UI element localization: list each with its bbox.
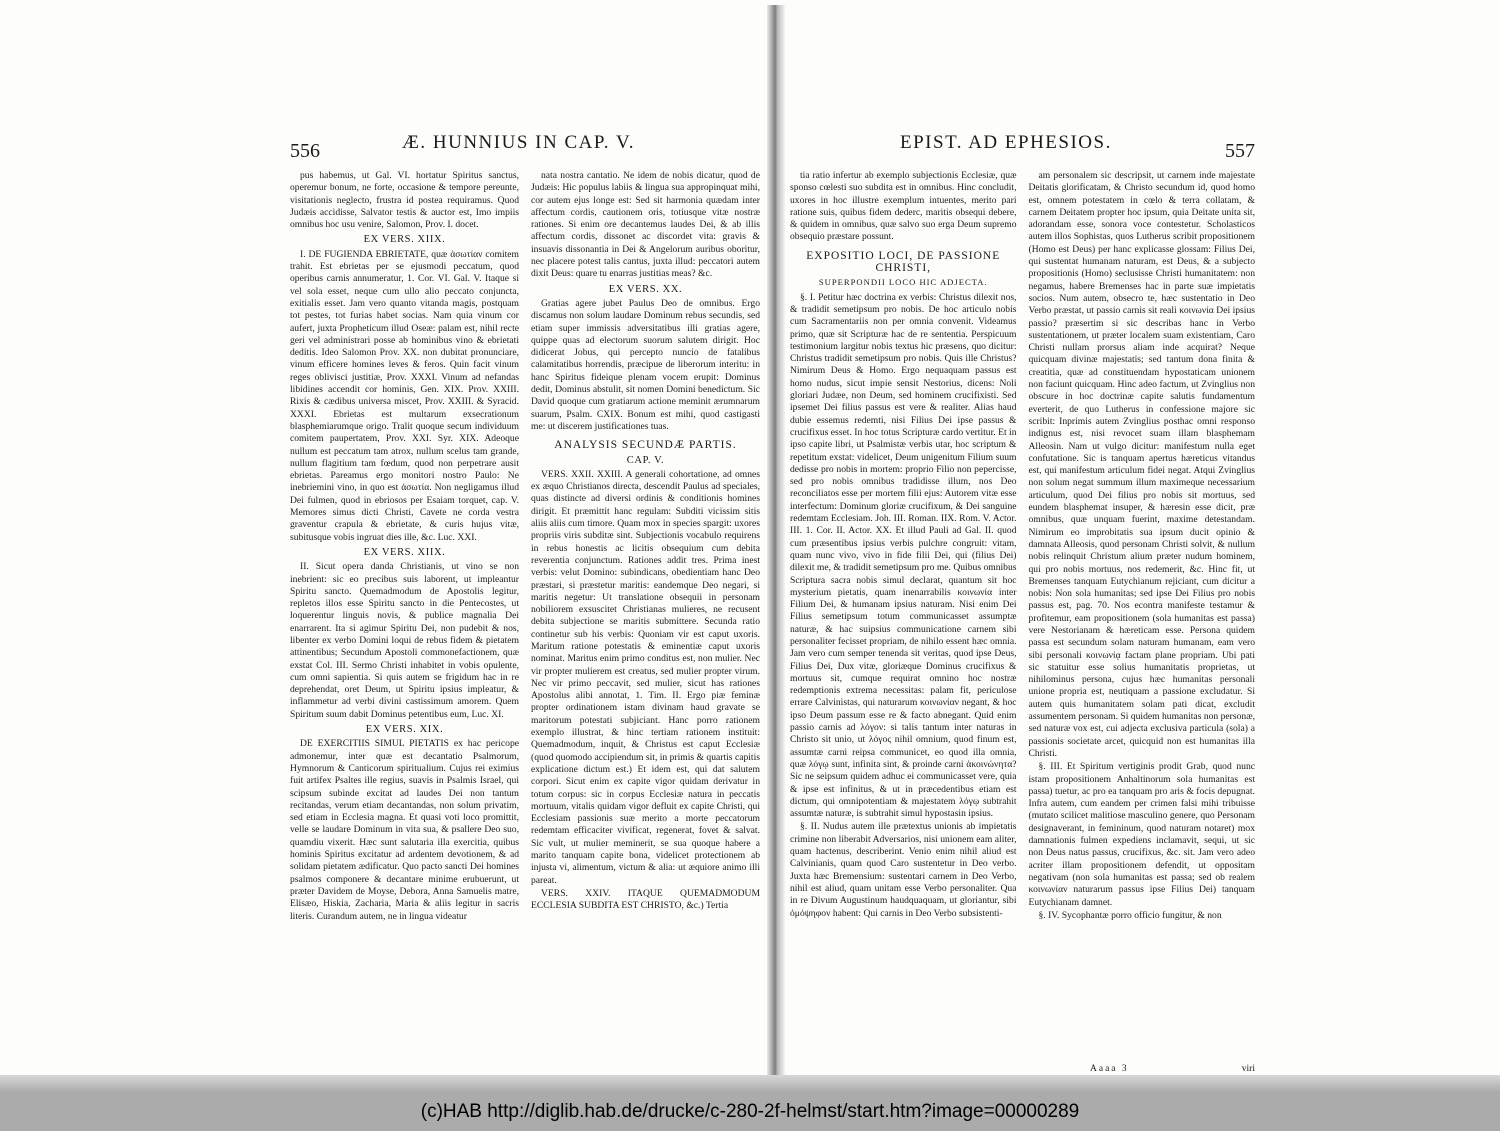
paragraph: §. III. Et Spiritum vertiginis prodit Grab, quod nunc istam propositionem Anhaltinorum sola humanitas est passa) tuetur, ac pro ea tanquam pro aris & focis depugnat. Infra autem, cum eandem per crimen falsi mihi tribuisse (mutato scilicet malitiose masculino genere, quo Personam designaverant, in femininum, quod naturam notaret) mox damnationis fulmen expediens inclamavit, sequi, ut sic non Deus natus passus, crucifixus, &c. sit. Jam vero adeo acriter illam propositionem defendit, ut oppositam negativam (non sola humanitas est passa; sed ob realem κοινωνίαν naturarum passus ipse Filius Dei) tanquam Eutychianam damnet. bbox=[1028, 761, 1255, 908]
source-credit-bar: (c)HAB http://diglib.hab.de/drucke/c-280-2f-helmst/start.htm?image=00000289 bbox=[0, 1092, 1500, 1131]
paragraph: I. DE FUGIENDA EBRIETATE, quæ ἀσωτίαν comitem trahit. Est ebrietas per se ejusmodi peccatum, quod operibus carnis annumeratur, 1. Cor. VI. Gal. V. Itaque si vel sola esset, neque cum ullo alio peccato conjuncta, exitialis esset. Jam vero quanto vitanda magis, postquam tot pestes, tot furias habet socias. Nam quia vinum cor aufert, juxta Propheticum illud Oseæ: palam est, nihil recte geri vel administrari posse ab hominibus vino & ebrietati deditis. Ideo Salomon Prov. XX. non dubitat pronunciare, vinum efficere homines leves & feros. Quin facit vinum reges oblivisci justitiæ, Prov. XXXI. Vinum ad nefandas libidines accendit cor hominis, Gen. XIX. Prov. XXIII. Rixis & cædibus universa miscet, Prov. XXIII. & Syracid. XXXI. Ebrietas est multarum exsecrationum blasphemiarumque origo. Tralit quoque secum individuum comitem paupertatem, Prov. XXI. Syr. XIX. Adeoque nullum est peccatum tam atrox, nullum scelus tam grande, nullum flagitium tam fœdum, quod non perpetrare ausit ebrietas. Pareamus ergo monitori nostro Paulo: Ne inebriemini vino, in quo est ἀσωτία. Non negligamus illud Dei fulmen, quod in ebriosos per Esaiam torquet, cap. V. Memores simus dicti Christi, Cavete ne corda vestra graventur crapula & ebrietate, & curis hujus vitæ, subitusque vobis ingruat dies ille, &c. Luc. XXI. bbox=[290, 248, 519, 543]
text-column bbox=[290, 170, 519, 924]
text-column bbox=[790, 170, 1017, 923]
section-heading: EX VERS. XIIX. bbox=[363, 234, 446, 246]
running-head bbox=[290, 124, 760, 170]
paragraph: DE EXERCITIIS SIMUL PIETATIS ex hac pericope admonemur, inter quæ est decantatio Psalmorum, Hymnorum & Canticorum spiritualium. Cujus rei eximius fuit artifex Psaltes ille regius, suavis in Psalmis Israel, qui scipsum subinde excitat ad laudes Dei non tantum recitandas, verum etiam decantandas, non solum privatim, sed etiam in Ecclesia magna. Et quasi voti loco promittit, velle se laudare Dominum in vita sua, & psallere Deo suo, quamdiu vixerit. Hæc sunt salutaria illa exercitia, quibus hominis Spiritus excitatur ad ardentem devotionem, & ad solidam pietatem ædificatur. Quo pacto sancti Dei homines psalmos componere & decantare minime erubuerunt, ut præter Davidem de Moyse, Debora, Anna Samuelis matre, Elisæo, Hiskia, Zacharia, Maria & aliis legitur in sacris literis. Curandum autem, ne in lingua videatur bbox=[290, 738, 519, 922]
text-column bbox=[531, 170, 760, 924]
section-heading: EXPOSITIO LOCI, DE PASSIONE CHRISTI, bbox=[806, 249, 1001, 275]
paragraph: pus habemus, ut Gal. VI. hortatur Spiritus sanctus, operemur bonum, ne forte, occasione & tempore pereunte, visitationis neglecto, frustra id postea requiramus. Quod Judæis accidisse, Salvator testis & auctor est, Imo impiis omnibus hoc usu venire, Salomon, Prov. I. docet. bbox=[290, 170, 519, 231]
section-heading: EX VERS. XIIX. bbox=[363, 546, 446, 558]
section-heading: EX VERS. XIX. bbox=[365, 724, 444, 736]
text-columns bbox=[290, 170, 760, 924]
left-page bbox=[290, 124, 760, 1074]
paragraph: nata nostra cantatio. Ne idem de nobis dicatur, quod de Judæis: Hic populus labiis & lingua sua appropinquat mihi, cor autem ejus longe est: Sed sit harmonia quædam inter affectum cordis, cautionem oris, totiusque vitæ nostræ rationes. Si enim ore decantemus laudes Dei, & ab illis affectum cordis, dissonet ac discordet vita: gravis & insuavis dissonantia in Dei & Angelorum auribus oboritur, nec placere potest talis cantus, juxta illud: peccatori autem dixit Deus: quare tu enarras justitias meas? &c. bbox=[531, 170, 760, 280]
paragraph: VERS. XXIV. ITAQUE QUEMADMODUM ECCLESIA SUBDITA EST CHRISTO, &c.) Tertia bbox=[531, 887, 760, 912]
paragraph: §. I. Petitur hæc doctrina ex verbis: Christus dilexit nos, & tradidit semetipsum pro nobis. De hoc articulo nobis cum Sacramentariis non per omnia convenit. Videamus primo, quæ sit Scripturæ hac de re sententia. Perspicuum testimonium largitur nobis textus hic præsens, quo dicitur: Christus tradidit semetipsum pro nobis. Quis ille Christus? Nimirum Deus & Homo. Ergo nequaquam passus est homo nudus, sicut impie sensit Nestorius, dicens: Noli gloriari Judæe, non Deum, sed hominem crucifixisti. Sed ipsemet Dei filius passus est vere & realiter. Alias haud dubie essemus redemti, nisi Filius Dei ipse passus & crucifixus esset. In hoc totus Scripturæ cardo vertitur. Et in ipso capite libri, ut Psalmistæ verbis utar, hoc scriptum & repetitum exstat: videlicet, Deum unigenitum Filium suum dedisse pro nobis in mortem: proprio Filio non pepercisse, sed pro nobis omnibus tradidisse illum, nos Deo reconciliatos esse per mortem filii ejus: Autorem vitæ esse interfectum: Dominum gloriæ crucifixum, & Dei sanguine redemtam Ecclesiam. Joh. III. Roman. IIX. Rom. V. Actor. III. 1. Cor. II. Actor. XX. Et illud Pauli ad Gal. II. quod cum præsentibus ipsius verbis pulchre congruit: vitam, quam nunc vivo, vivo in fide filii Dei, qui (filius Dei) dilexit me, & tradidit semetipsum pro me. Quibus omnibus Scriptura sacra nobis simul declarat, quantum sit hoc mysterium pietatis, quam inenarrabilis κοινωνία inter Filium Dei, & humanam ipsius naturam. Nisi enim Dei Filius semetipsum totum communicasset assumptæ naturæ, & hac suipsius communicatione carnem sibi personaliter fecisset propriam, de nihilo essent hæc omnia. Jam vero cum semper tenenda sit veritas, quod ipse Deus, Filius Dei, Dux vitæ, gloriæque Dominus crucifixus & mortuus sit, cumque requirat omnino hoc nostræ redemptionis extrema necessitas: palam fit, periculose errare Calvinistas, qui naturarum κοινωνίαν negant, & hoc ipso Deum passum esse re & facto abnegant. Quid enim passio carnis ad λόγον: si talis tantum inter naturas in Christo sit unio, ut λόγος nihil omnium, quod finum est, assumtæ carni reipsa communicet, eo quod illa omnia, quæ λόγῳ sunt, infinita sint, & proinde carni ἀκοινώνητα? Sic ne seipsum quidem adhuc ei communicasset vere, quia & ipse est infinitus, & ut in præcedentibus etiam est dictum, qui omnipotentiam & majestatem λόγῳ subtrahit assumtæ naturæ, is subtrahit simul hypostasin ipsius. bbox=[790, 291, 1017, 820]
paragraph: II. Sicut opera danda Christianis, ut vino se non inebrient: sic eo precibus suis laborent, ut impleantur Spiritu sancto. Quemadmodum de Apostolis legitur, repletos illos esse Spiritu sancto in die Pentecostes, ut loquerentur linguis novis, & publice magnalia Dei enarrarent. Ita si agimur Spiritu Dei, non pudebit & nos, libenter ex verbo Domini loqui de rebus fidem & pietatem attinentibus; Secundum Apostoli commonefactionem, quæ exstat Col. III. Sermo Christi inhabitet in vobis opulente, cum omni sapientia. Si quis autem se frigidum hac in re deprehendat, oret Deum, ut Spiritu ipsius impleatur, & inflammetur ad verbi divini castissimum amorem. Quem Spiritum suum dabit Dominus petentibus eum, Luc. XI. bbox=[290, 561, 519, 720]
section-heading: CAP. V. bbox=[626, 454, 665, 466]
section-heading: ANALYSIS SECUNDÆ PARTIS. bbox=[554, 439, 737, 452]
paragraph: §. II. Nudus autem ille prætextus unionis ab impietatis crimine non liberabit Adversarios, nisi unionem eam aliter, quam hactenus, describerint. Venio enim nihil aliud est Calvinianis, quam quod Caro sustentetur in Deo verbo. Juxta hæc Bremensium: sustentari carnem in Deo Verbo, nihil est aliud, quam unitam esse Verbo personaliter. Qua in re Divum Augustinum haudquaquam, ut gloriantur, sibi ὁμόψηφον habent: Qui carnis in Deo Verbo subsistenti- bbox=[790, 821, 1017, 919]
catchword: viri bbox=[1241, 1064, 1255, 1074]
text-columns bbox=[790, 170, 1255, 923]
running-title: Æ. HUNNIUS IN CAP. V. bbox=[402, 132, 635, 153]
section-heading: EX VERS. XX. bbox=[608, 283, 683, 295]
signature-mark: Aaaa 3 bbox=[1090, 1064, 1129, 1074]
paragraph: am personalem sic descripsit, ut carnem inde majestate Deitatis glorificatam, & Christo secundum id, quod homo est, omnem potestatem in cœlo & terra collatam, & carnem Deitatem propter hoc ipsum, quia Deitate unita sit, adorandam esse, sonora voce contestetur. Scholasticos autem illos Sophistas, quos Lutherus scribit propositionem (Homo est Deus) per hanc explicasse glossam: Filius Dei, qui sustentat humanam naturam, est Deus, & a subjecto propositionis (Homo) seclusisse Christi humanitatem: non negamus, habere Bremenses hac in parte suæ impietatis socios. Num autem, obsecro te, hæc sustentatio in Deo Verbo præstat, ut passio carnis sit reali κοινωνία Dei ipsius passio? præsertim si sic describas hanc in Verbo sustentationem, ut præter localem suam existentiam, Caro Christi nullam prorsus aliam inde acquirat? Neque quicquam divinæ majestatis; sed tantum dona finita & creatitia, quæ ad constituendam hypostaticam unionem non faciunt quicquam. Hinc adeo factum, ut Zvinglius non obscure in hoc doctrinæ capite salutis fundamentum everterit, de quo Lutherus in confessione majore sic scribit: Inprimis autem Zvinglius posthac omni responso indignus est, nisi revocet suam illam blasphemam Alleosin. Nam ut vulgo dicitur: manifestum nulla eget confutatione. Sic is tanquam apertus hæreticus vitandus est, qui manifestum articulum fidei negat. Atqui Zvinglius non solum negat summum illum maximeque necessarium articulum, quod Dei filius pro nobis sit mortuus, sed eundem blasphemat insuper, & hæresin esse dicit, præ omnibus, quæ unquam fuerint, maxime detestandam. Nimirum eo improbitatis sua ipsum ducit opinio & damnata Alleosis, quod personam Christi solvit, & nullum nobis relinquit Christum alium præter nudum hominem, qui pro nobis mortuus, nos redemerit, &c. Hinc fit, ut Bremenses tanquam Eutychianum rejiciant, cum dicitur a nobis: Non sola humanitas; sed ipse Dei Filius pro nobis passus est, pag. 70. Nos econtra manifeste testamur & profitemur, eam propositionem (sola humanitas est passa) vere Nestorianam & hæreticam esse. Persona quidem passa est secundum solam naturam humanam, eam vero sibi personali κοινωνίᾳ factam plane propriam. Ubi pati sic statuitur esse solius humanitatis proprietas, ut nihilominus persona, cujus hæc humanitas personali unione propria est, neutiquam a passione excludatur. Si autem quis humanitatem solam pati dicat, excludit assumentem personam. Si quidem humanitas non personæ, sed naturæ vox est, cui adjecta exclusiva particula (sola) a passionis societate arcet, quicquid non est humanitas illa Christi. bbox=[1028, 170, 1255, 759]
page-number: 556 bbox=[290, 140, 320, 162]
paragraph: VERS. XXII. XXIII. A generali cohortatione, ad omnes ex æquo Christianos directa, descendit Paulus ad speciales, quas distincte ad diversi ordinis & conditionis homines dirigit. Et præmittit hanc regulam: Subditi vicissim sitis aliis aliis cum timore. Quam mox in species spargit: uxores propriis viris subditæ sint. Subjectionis vocabulo requirens in rebus honestis ac licitis obsequium cum debita reverentia conjunctum. Rationes addit tres. Prima inest verbis: velut Domino: subindicans, obedientiam hanc Deo præstari, si præstetur maritis: eandemque Deo negari, si maritis negetur: Ut translatione obsequii in personam nobiliorem exsuscitet Christianas mulieres, ne recusent debita subjectione se maritis submittere. Secunda ratio continetur sub his verbis: Quoniam vir est caput uxoris. Maritum ratione potestatis & eminentiæ caput uxoris nominat. Maritus enim primo conditus est, non mulier. Nec vir propter mulierem est creatus, sed mulier propter virum. Nec vir primo peccavit, sed mulier, sicut has rationes Apostolus alibi annotat, 1. Tim. II. Ergo piæ feminæ propter ordinationem istam divinam haud gravate se maritorum potestati subjiciant. Hanc porro rationem exemplo illustrat, & hinc tertiam rationem instituit: Quemadmodum, inquit, & Christus est caput Ecclesiæ (quod quomodo accipiendum sit, in primis & quartis capitis explicatione dictum est.) Et idem est, qui dat salutem corpori. Sicut enim ex capite vigor quidam derivatur in totum corpus: sic in corpus Ecclesiæ natura in peccatis mortuum, vitalis quidam vigor defluit ex capite Christi, qui Ecclesiam passionis suæ merito a morte peccatorum redemtam efficaciter vivificat, regenerat, fovet & salvat. Sic vult, ut mulier meminerit, se sua quoque habere a marito tanquam capite bona, videlicet protectionem ab injusta vi, alimentum, victum & alia: ut æquiore animo illi pareat. bbox=[531, 468, 760, 886]
paragraph: Gratias agere jubet Paulus Deo de omnibus. Ergo discamus non solum laudare Dominum rebus secundis, sed etiam super immissis adversitatibus illi gratias agere, quippe quas ad electorum suorum salutem dirigit. Hoc didicerat Jobus, qui percepto nuncio de fatalibus calamitatibus horrendis, præcipue de liberorum interitu: in hanc Spiritus fideique plenam vocem erupit: Dominus dedit, Dominus abstulit, sit nomen Domini benedictum. Sic David quoque cum gratiarum actione meminit ærumnarum suarum, Psalm. CXIX. Bonum est mihi, quod castigasti me: ut discerem justificationes tuas. bbox=[531, 297, 760, 432]
right-page bbox=[790, 124, 1255, 1074]
section-heading: SUPERPONDII LOCO HIC ADJECTA. bbox=[818, 277, 988, 288]
paragraph: tia ratio infertur ab exemplo subjectionis Ecclesiæ, quæ sponso cœlesti suo subdita est in omnibus. Hinc concludit, uxores in hoc illustre exemplum intuentes, merito pari ratione suis, quibus fidem dederc, maritis obsequi debere, & quidem in omnibus, quæ salvo suo erga Deum supremo obsequio præstare possunt. bbox=[790, 170, 1017, 243]
running-title: EPIST. AD EPHESIOS. bbox=[900, 132, 1112, 153]
paragraph: §. IV. Sycophantæ porro officio fungitur, & non bbox=[1038, 909, 1222, 921]
running-head bbox=[790, 124, 1255, 170]
page-number: 557 bbox=[1225, 140, 1255, 162]
book-gutter bbox=[767, 5, 785, 1085]
text-column bbox=[1029, 170, 1256, 923]
